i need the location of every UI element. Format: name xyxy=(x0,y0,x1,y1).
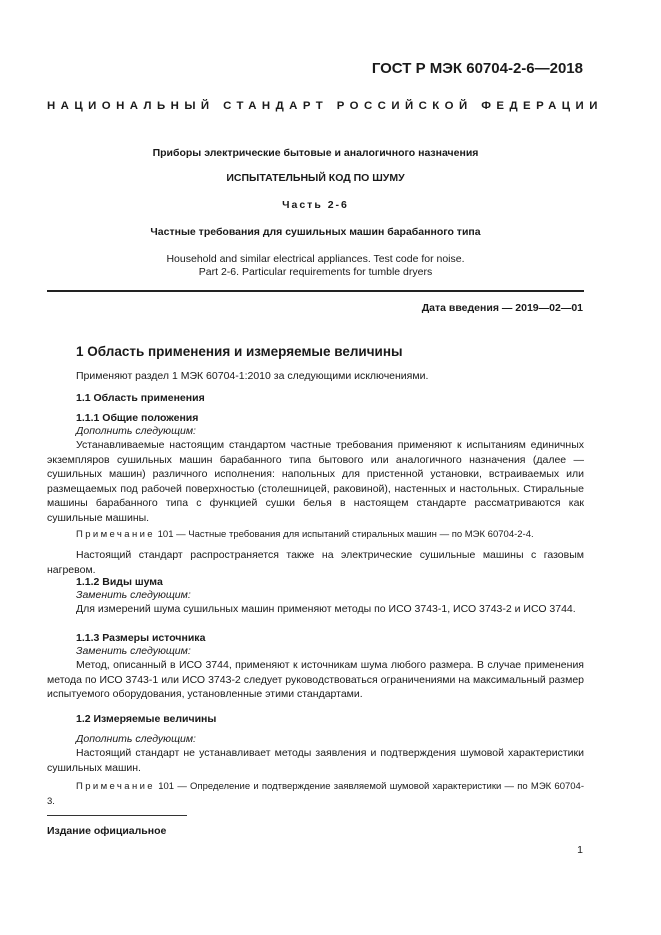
title-divider xyxy=(47,290,584,292)
subsection-1-1-2-instruction: Заменить следующим: xyxy=(76,589,191,601)
gas-heating-text: Настоящий стандарт распространяется также на электрические сушильные машины с газовым нагревом. xyxy=(47,549,584,576)
subsection-1-2-heading: 1.2 Измеряемые величины xyxy=(76,713,217,725)
note-label: Примечание xyxy=(76,781,155,792)
page-number: 1 xyxy=(577,844,583,856)
english-title-line-2: Part 2-6. Particular requirements for tumble dryers xyxy=(198,266,433,278)
footer-divider xyxy=(47,815,187,816)
subsection-1-2-text: Настоящий стандарт не устанавливает методы заявления и подтверждения шумовой характеристики сушильных машин. xyxy=(47,747,584,774)
introduction-date: Дата введения — 2019—02—01 xyxy=(421,302,583,314)
subsection-1-1-3-instruction: Заменить следующим: xyxy=(76,645,191,657)
english-title-line-1: Household and similar electrical appliances. Test code for noise. xyxy=(166,253,465,265)
note-text: 101 — Определение и подтверждение заявляемой шумовой характеристики — по МЭК 60704-3. xyxy=(47,781,584,807)
section-1-heading: 1 Область применения и измеряемые величины xyxy=(76,344,403,359)
note-label: Примечание xyxy=(76,529,155,540)
document-code: ГОСТ Р МЭК 60704-2-6—2018 xyxy=(371,60,583,77)
subsection-1-2-instruction: Дополнить следующим: xyxy=(76,733,196,745)
title-line-1: Приборы электрические бытовые и аналогичного назначения xyxy=(152,147,479,159)
section-1-intro: Применяют раздел 1 МЭК 60704-1:2010 за следующими исключениями. xyxy=(76,370,429,382)
title-line-2: ИСПЫТАТЕЛЬНЫЙ КОД ПО ШУМУ xyxy=(226,172,405,184)
national-standard-heading: НАЦИОНАЛЬНЫЙ СТАНДАРТ РОССИЙСКОЙ ФЕДЕРАЦИИ xyxy=(47,100,603,112)
note-text: 101 — Частные требования для испытаний стиральных машин — по МЭК 60704-2-4. xyxy=(157,529,534,540)
title-line-3: Частные требования для сушильных машин барабанного типа xyxy=(150,226,481,238)
english-title xyxy=(47,253,584,279)
subsection-1-1-2-heading: 1.1.2 Виды шума xyxy=(76,576,163,588)
subsection-1-1-1-instruction: Дополнить следующим: xyxy=(76,425,196,437)
subsection-1-1-3-text: Метод, описанный в ИСО 3744, применяют к источникам шума любого размера. В случае применения метода по ИСО 3743-1 или ИСО 3743-2 следует руководствоваться ограничениями на максимальный размер испытуемого оборудования, установленные этими стандартами. xyxy=(47,659,584,700)
official-edition-label: Издание официальное xyxy=(47,825,167,837)
note-101-declaration xyxy=(47,780,584,809)
subsection-1-1-3-heading: 1.1.3 Размеры источника xyxy=(76,632,206,644)
subsection-1-1-1-heading: 1.1.1 Общие положения xyxy=(76,412,199,424)
title-part: Часть 2-6 xyxy=(282,199,349,211)
subsection-1-1-heading: 1.1 Область применения xyxy=(76,392,205,404)
subsection-1-1-1-text: Устанавливаемые настоящим стандартом частные требования применяют к испытаниям единичных экземпляров сушильных машин барабанного типа бытового или аналогичного назначения (далее — сушильных машин) различного исполнения: напольных для пристенной установки, встраиваемых или размещаемых под рабочей поверхностью (столешницей, раковиной), настенных и настольных. Стиральные машины барабанного типа с функцией сушки белья в настоящем стандарте рассматриваются как сушильные машины. xyxy=(47,439,584,524)
subsection-1-1-2-text: Для измерений шума сушильных машин применяют методы по ИСО 3743-1, ИСО 3743-2 и ИСО 3744. xyxy=(76,603,576,615)
note-101-washing xyxy=(76,528,584,543)
